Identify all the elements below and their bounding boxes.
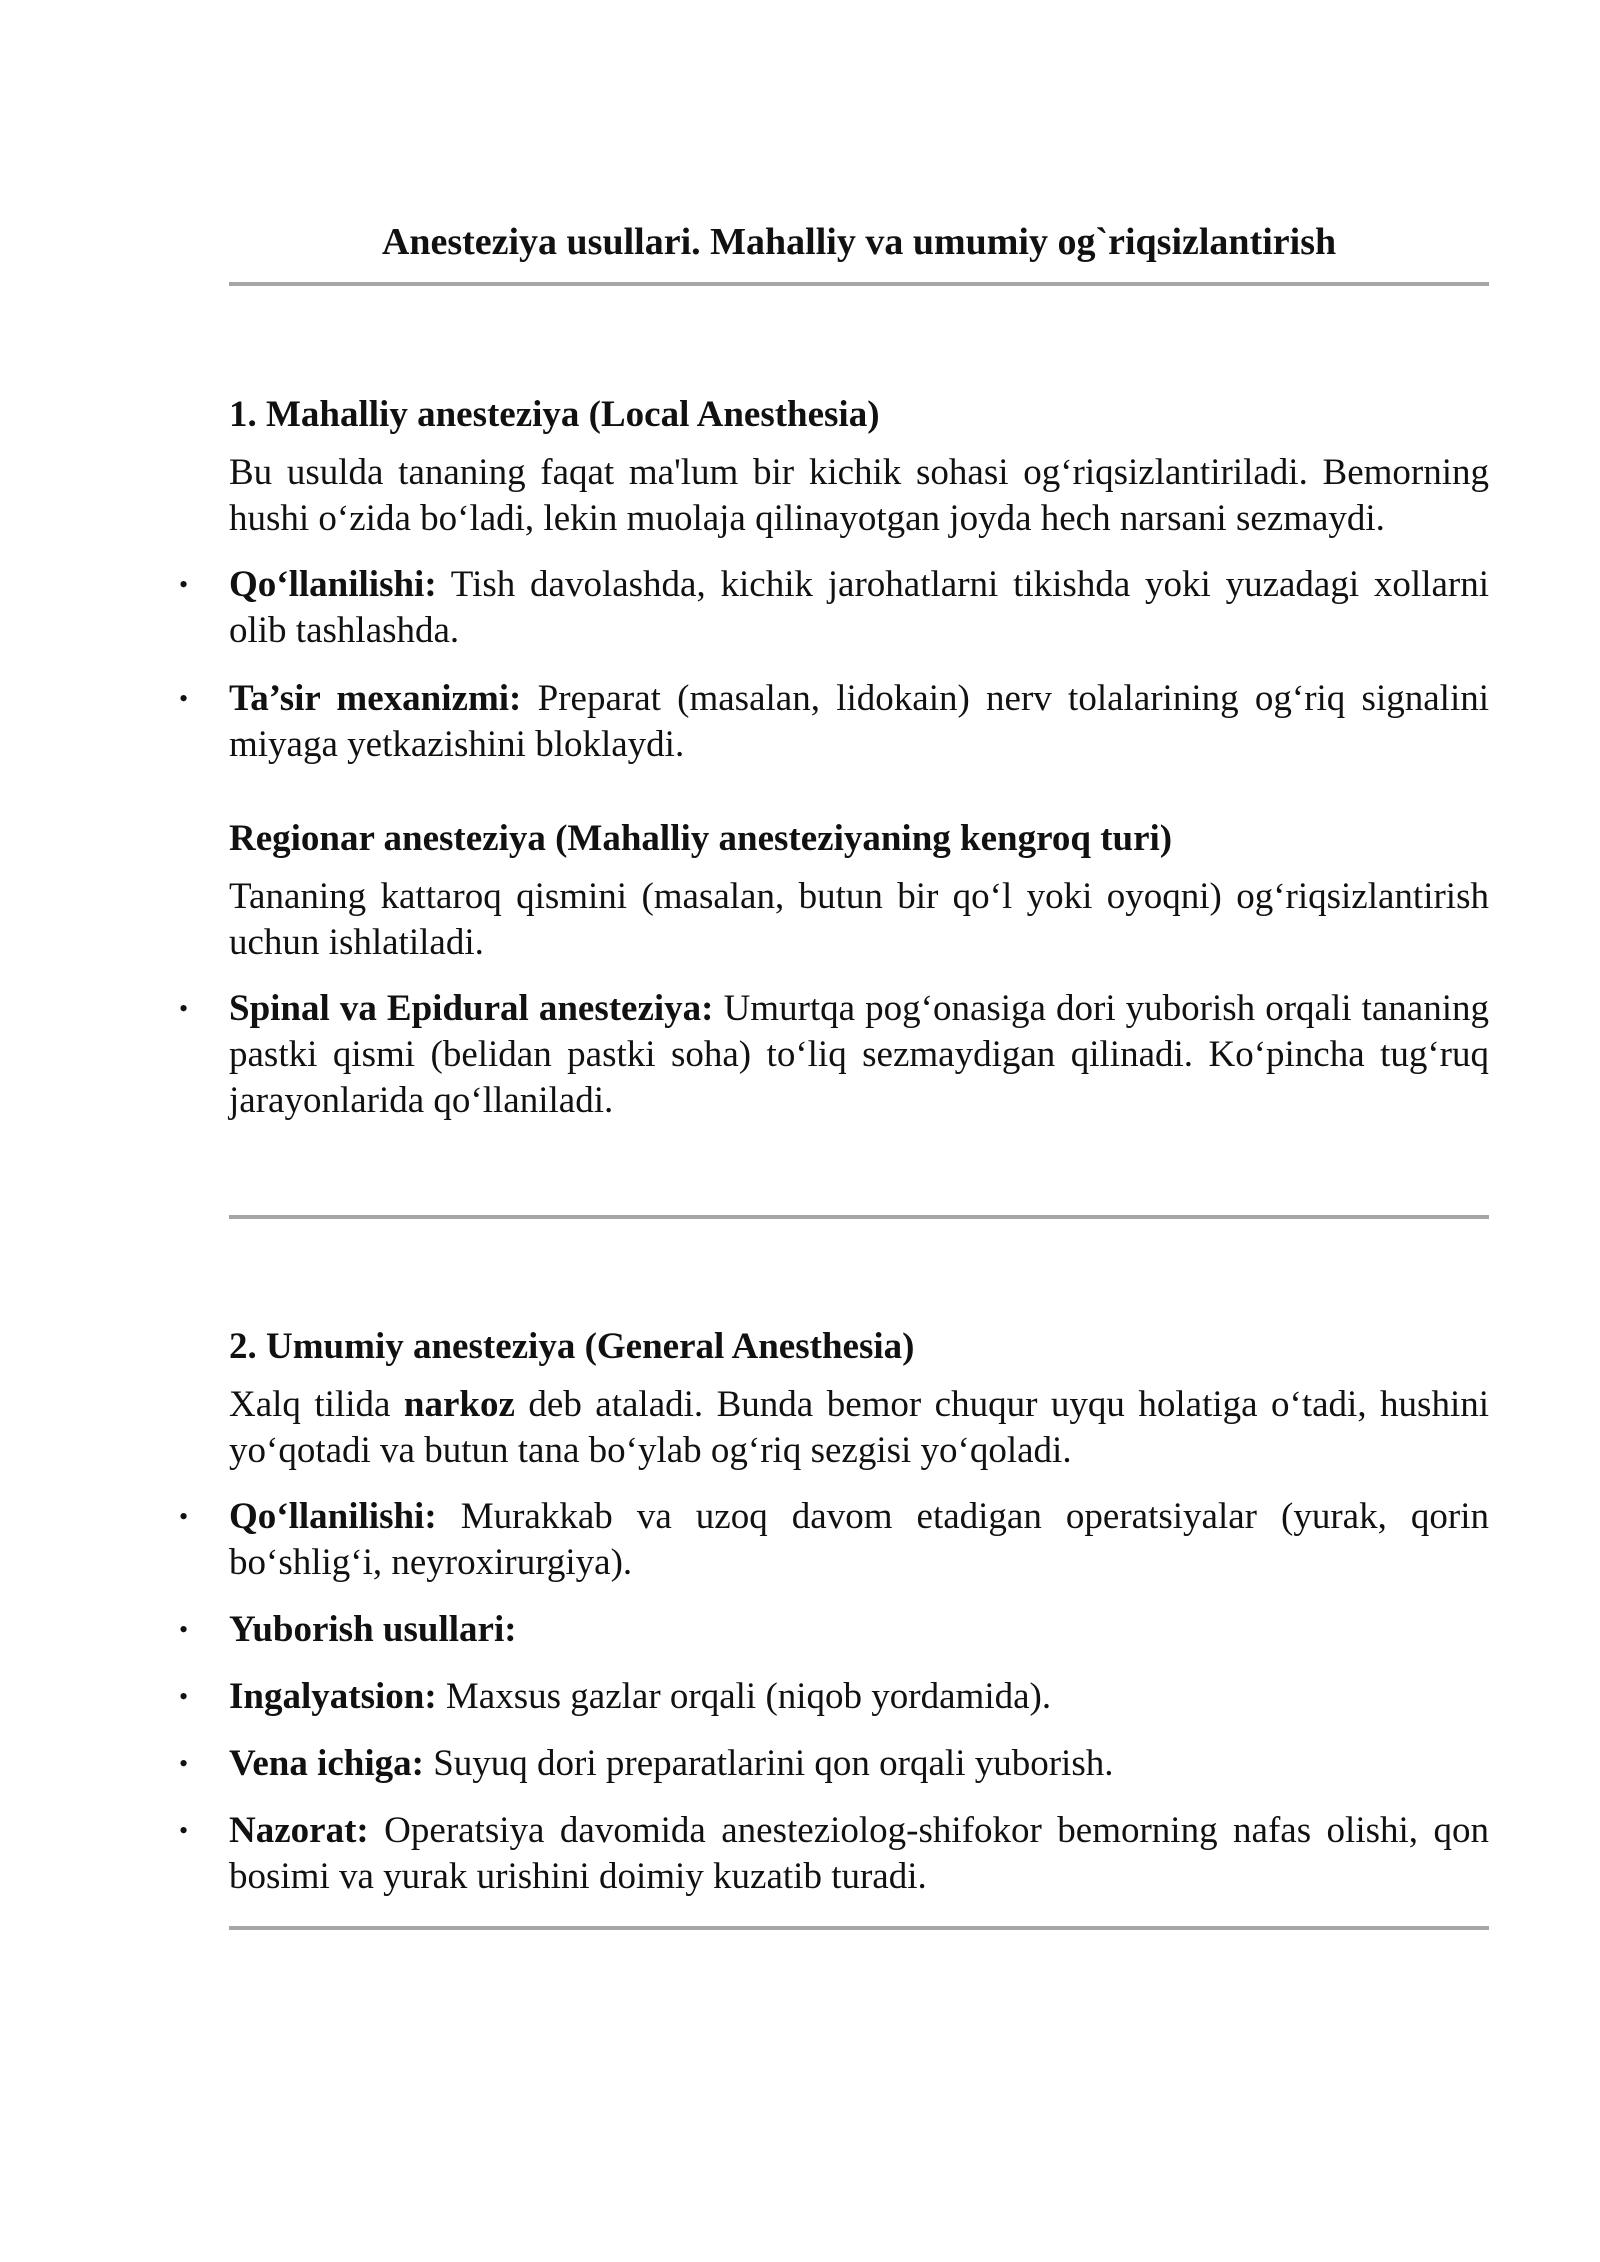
bullet-list	[179, 986, 1489, 1124]
bullet-icon: •	[179, 994, 189, 1023]
bullet-list	[179, 1494, 1489, 1900]
list-item	[179, 986, 1489, 1124]
section-intro: Bu usulda tananing faqat ma'lum bir kichik sohasi og‘riqsizlantiriladi. Bemorning hushi o‘zida bo‘ladi, lekin muolaja qilinayotgan joyda hech narsani sezmaydi.	[229, 452, 1489, 539]
item-text: Preparat (masalan, lidokain) nerv tolalarining og‘riq signalini miyaga yetkazishini bloklaydi.	[229, 678, 1489, 765]
intro-text-post: deb ataladi. Bunda bemor chuqur uyqu holatiga o‘tadi, hushini yo‘qotadi va butun tana bo‘ylab og‘riq sezgisi yo‘qoladi.	[229, 1384, 1490, 1471]
item-label: Vena ichiga:	[229, 1743, 424, 1784]
intro-emphasis: narkoz	[403, 1384, 515, 1425]
item-text: Umurtqa pog‘onasiga dori yuborish orqali tananing pastki qismi (belidan pastki soha) to‘liq sezmaydigan qilinadi. Ko‘pincha tug‘ruq jarayonlarida qo‘llaniladi.	[229, 988, 1489, 1121]
item-label: Ta’sir mexanizmi:	[229, 678, 522, 719]
list-item	[179, 1494, 1489, 1586]
item-label: Nazorat:	[229, 1810, 369, 1851]
bullet-icon: •	[179, 1682, 189, 1711]
item-text: Tish davolashda, kichik jarohatlarni tikishda yoki yuzadagi xollarni olib tashlashda.	[229, 564, 1489, 651]
section-divider	[229, 1215, 1489, 1219]
bullet-icon: •	[179, 1816, 189, 1845]
section-general-anesthesia	[179, 1324, 1490, 1900]
bullet-icon: •	[179, 684, 189, 713]
subsection-intro: Tananing kattaroq qismini (masalan, butun bir qo‘l yoki oyoqni) og‘riqsizlantirish uchun ishlatiladi.	[229, 876, 1489, 963]
intro-text-pre: Xalq tilida	[229, 1384, 404, 1425]
list-item	[179, 1674, 1489, 1720]
bullet-list	[179, 562, 1489, 768]
title-divider	[229, 282, 1489, 286]
item-text: Suyuq dori preparatlarini qon orqali yuborish.	[423, 1743, 1114, 1784]
section-divider	[229, 1926, 1489, 1930]
list-item	[179, 1741, 1489, 1787]
list-item	[179, 676, 1489, 768]
item-label: Qo‘llanilishi:	[229, 564, 437, 605]
item-text: Operatsiya davomida anesteziolog-shifokor bemorning nafas olishi, qon bosimi va yurak urishini doimiy kuzatib turadi.	[229, 1810, 1489, 1897]
section-heading: 1. Mahalliy anesteziya (Local Anesthesia)	[229, 394, 880, 435]
list-item	[179, 1808, 1489, 1900]
list-item	[179, 562, 1489, 654]
item-text: Murakkab va uzoq davom etadigan operatsiyalar (yurak, qorin bo‘shlig‘i, neyroxirurgiya).	[229, 1496, 1489, 1583]
bullet-icon: •	[179, 1749, 189, 1778]
section-intro	[229, 1382, 1489, 1474]
item-label: Yuborish usullari:	[229, 1609, 517, 1650]
item-label: Ingalyatsion:	[229, 1676, 437, 1717]
item-label: Spinal va Epidural anesteziya:	[229, 988, 714, 1029]
bullet-icon: •	[179, 570, 189, 599]
section-local-anesthesia	[179, 392, 1489, 1124]
list-item	[179, 1607, 1489, 1653]
bullet-icon: •	[179, 1502, 189, 1531]
subsection-heading: Regionar anesteziya (Mahalliy anesteziyaning kengroq turi)	[229, 818, 1173, 859]
bullet-icon: •	[179, 1615, 189, 1644]
item-text: Maxsus gazlar orqali (niqob yordamida).	[436, 1676, 1052, 1717]
section-heading: 2. Umumiy anesteziya (General Anesthesia)	[229, 1326, 915, 1367]
document-title: Anesteziya usullari. Mahalliy va umumiy og`riqsizlantirish	[381, 221, 1337, 263]
item-label: Qo‘llanilishi:	[229, 1496, 437, 1537]
